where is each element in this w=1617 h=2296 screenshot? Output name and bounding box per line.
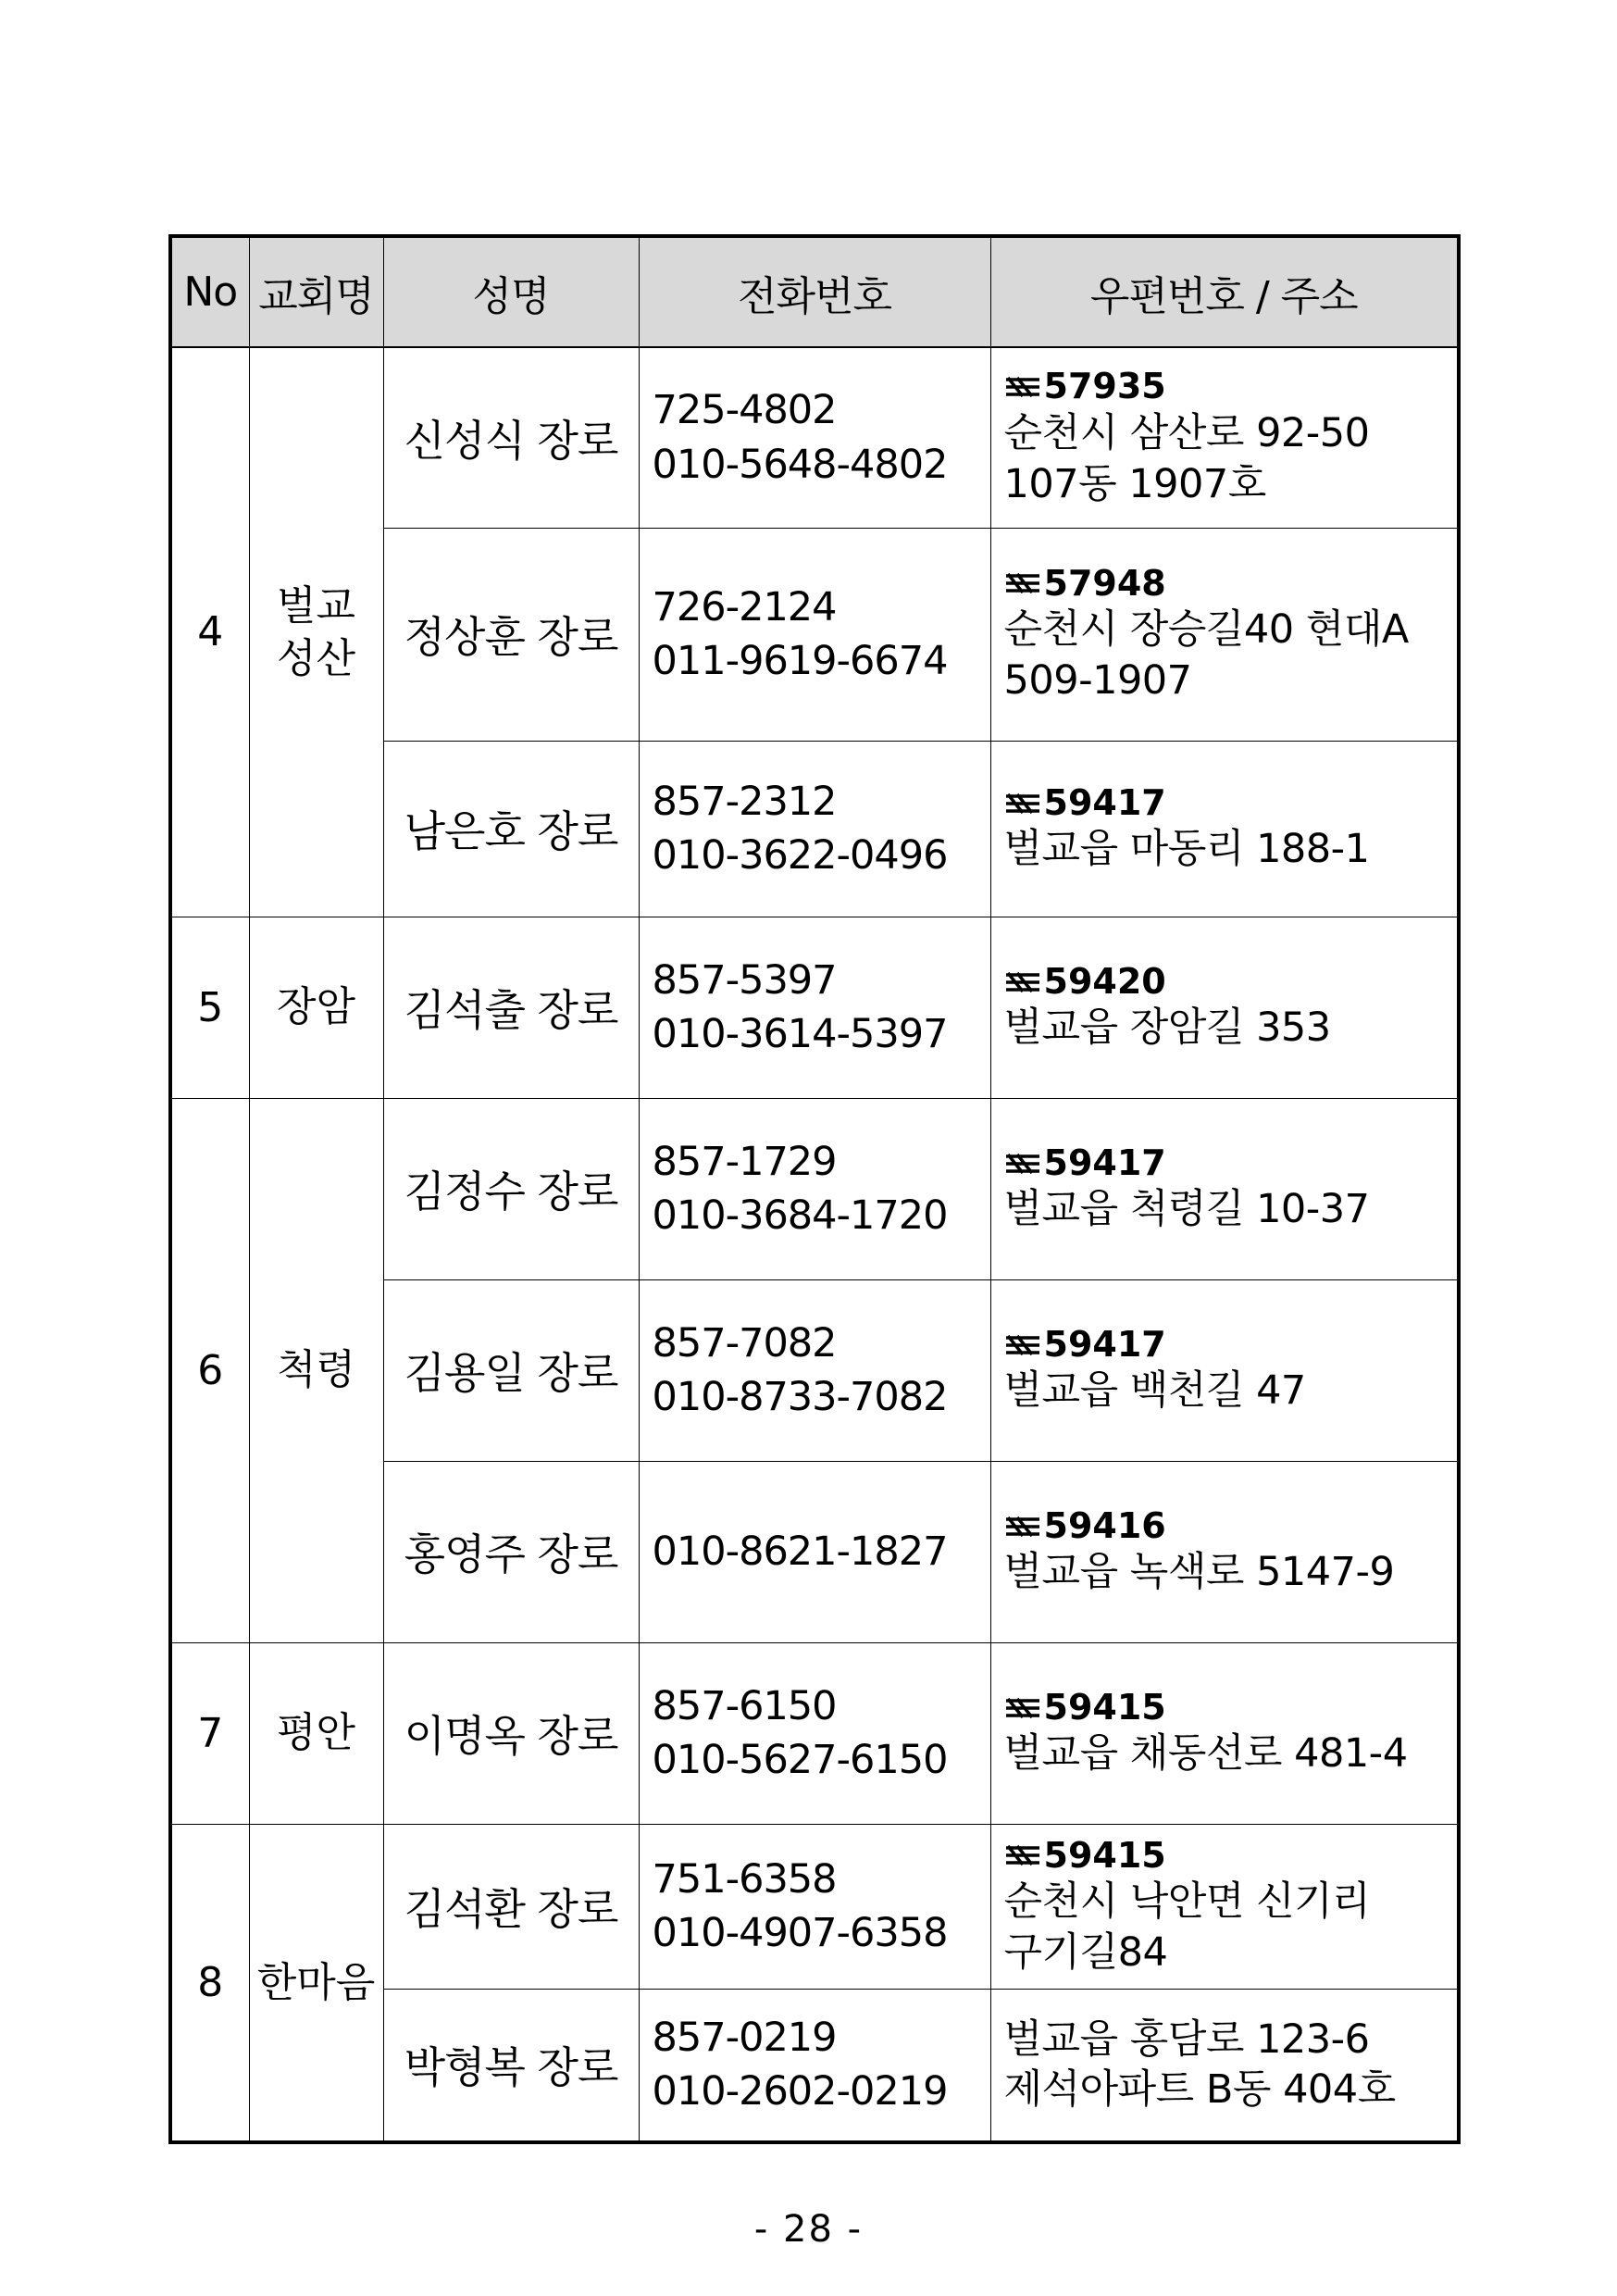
person-name: 박형복 장로 [383, 1989, 639, 2142]
phone-cell [639, 1642, 990, 1824]
phone-number: 857-7082 [652, 1319, 837, 1366]
person-name: 김석출 장로 [383, 917, 639, 1098]
address-line: 순천시 장승길40 현대A [1003, 606, 1409, 654]
postal-mark-icon [1004, 1516, 1041, 1538]
person-name: 홍영주 장로 [383, 1461, 639, 1642]
table-row [170, 347, 1459, 528]
address-cell [990, 1098, 1459, 1279]
postal-code: 59420 [1004, 961, 1452, 1004]
phone-number: 010-4907-6358 [652, 1910, 948, 1956]
header-name: 성명 [383, 236, 639, 347]
phone-number: 857-5397 [652, 956, 837, 1004]
table-header-row [170, 236, 1459, 347]
postal-code: 59417 [1004, 782, 1452, 825]
postal-code: 59417 [1004, 1142, 1452, 1185]
group-church: 평안 [249, 1642, 383, 1824]
person-name: 신성식 장로 [383, 347, 639, 528]
header-church: 교회명 [249, 236, 383, 347]
postal-mark-icon [1004, 1153, 1041, 1175]
address-cell [990, 1461, 1459, 1642]
address-cell [990, 741, 1459, 917]
address-cell [990, 917, 1459, 1098]
phone-cell [639, 917, 990, 1098]
header-phone: 전화번호 [639, 236, 990, 347]
group-no: 4 [170, 347, 249, 917]
table-row [170, 1642, 1459, 1824]
phone-number: 857-2312 [652, 778, 837, 825]
address-line: 벌교읍 홍담로 123-6 [1003, 2015, 1370, 2063]
person-name: 김용일 장로 [383, 1279, 639, 1461]
phone-number: 010-3684-1720 [652, 1192, 948, 1239]
page-number: - 28 - [753, 2208, 864, 2251]
address-line: 순천시 낙안면 신기리 [1003, 1878, 1371, 1926]
phone-cell [639, 347, 990, 528]
address-cell [990, 1279, 1459, 1461]
phone-cell [639, 741, 990, 917]
postal-mark-icon [1004, 971, 1041, 993]
phone-number: 857-6150 [652, 1682, 837, 1729]
address-cell [990, 1642, 1459, 1824]
group-no: 7 [170, 1642, 249, 1824]
phone-number: 857-1729 [652, 1138, 837, 1185]
address-line: 벌교읍 장암길 353 [1003, 1004, 1331, 1052]
address-cell [990, 528, 1459, 741]
phone-number: 725-4802 [652, 387, 837, 434]
postal-code: 59415 [1004, 1687, 1452, 1729]
address-line: 벌교읍 녹색로 5147-9 [1003, 1549, 1395, 1596]
postal-code: 59417 [1004, 1324, 1452, 1366]
address-line: 순천시 삼산로 92-50 [1003, 409, 1370, 456]
group-church: 한마음 [249, 1824, 383, 2142]
group-no: 6 [170, 1098, 249, 1642]
phone-number: 010-2602-0219 [652, 2068, 948, 2115]
person-name: 정상훈 장로 [383, 528, 639, 741]
phone-number: 010-5627-6150 [652, 1737, 948, 1783]
contact-table [168, 234, 1461, 2144]
postal-code: 59415 [1004, 1835, 1452, 1878]
address-line: 제석아파트 B동 404호 [1003, 2066, 1396, 2114]
group-no: 8 [170, 1824, 249, 2142]
postal-code: 57935 [1004, 366, 1452, 408]
person-name: 남은호 장로 [383, 741, 639, 917]
address-line: 107동 1907호 [1003, 460, 1266, 507]
address-line: 벌교읍 백천길 47 [1003, 1367, 1306, 1415]
phone-number: 751-6358 [652, 1855, 837, 1903]
phone-number: 010-8733-7082 [652, 1374, 948, 1420]
group-church: 장암 [249, 917, 383, 1098]
phone-cell [639, 1098, 990, 1279]
phone-cell [639, 1989, 990, 2142]
phone-number: 011-9619-6674 [652, 638, 948, 684]
postal-mark-icon [1004, 376, 1041, 398]
address-cell [990, 1824, 1459, 1989]
phone-number: 726-2124 [652, 583, 837, 630]
phone-cell [639, 1824, 990, 1989]
address-cell [990, 1989, 1459, 2142]
postal-code: 59416 [1004, 1505, 1452, 1548]
postal-mark-icon [1004, 1844, 1041, 1866]
phone-number: 010-3622-0496 [652, 832, 948, 879]
phone-cell [639, 528, 990, 741]
address-line: 벌교읍 마동리 188-1 [1003, 826, 1370, 873]
phone-cell [639, 1461, 990, 1642]
group-church: 척령 [249, 1098, 383, 1642]
address-line: 구기길84 [1003, 1928, 1168, 1976]
table-row [170, 917, 1459, 1098]
address-cell [990, 347, 1459, 528]
postal-mark-icon [1004, 572, 1041, 594]
postal-mark-icon [1004, 1334, 1041, 1356]
address-line: 벌교읍 척령길 10-37 [1003, 1186, 1370, 1233]
person-name: 김정수 장로 [383, 1098, 639, 1279]
postal-code: 57948 [1004, 563, 1452, 605]
postal-mark-icon [1004, 792, 1041, 815]
phone-number: 010-8621-1827 [652, 1528, 948, 1575]
address-line: 벌교읍 채동선로 481-4 [1003, 1730, 1408, 1778]
address-line: 509-1907 [1003, 656, 1192, 704]
person-name: 김석환 장로 [383, 1824, 639, 1989]
phone-number: 010-5648-4802 [652, 441, 948, 488]
group-no: 5 [170, 917, 249, 1098]
header-no: No [170, 236, 249, 347]
header-address: 우편번호 / 주소 [990, 236, 1459, 347]
phone-number: 857-0219 [652, 2014, 837, 2061]
person-name: 이명옥 장로 [383, 1642, 639, 1824]
table-row [170, 1098, 1459, 1279]
group-church: 벌교 성산 [249, 347, 383, 917]
phone-cell [639, 1279, 990, 1461]
table-row [170, 1824, 1459, 1989]
postal-mark-icon [1004, 1697, 1041, 1719]
phone-number: 010-3614-5397 [652, 1011, 948, 1057]
